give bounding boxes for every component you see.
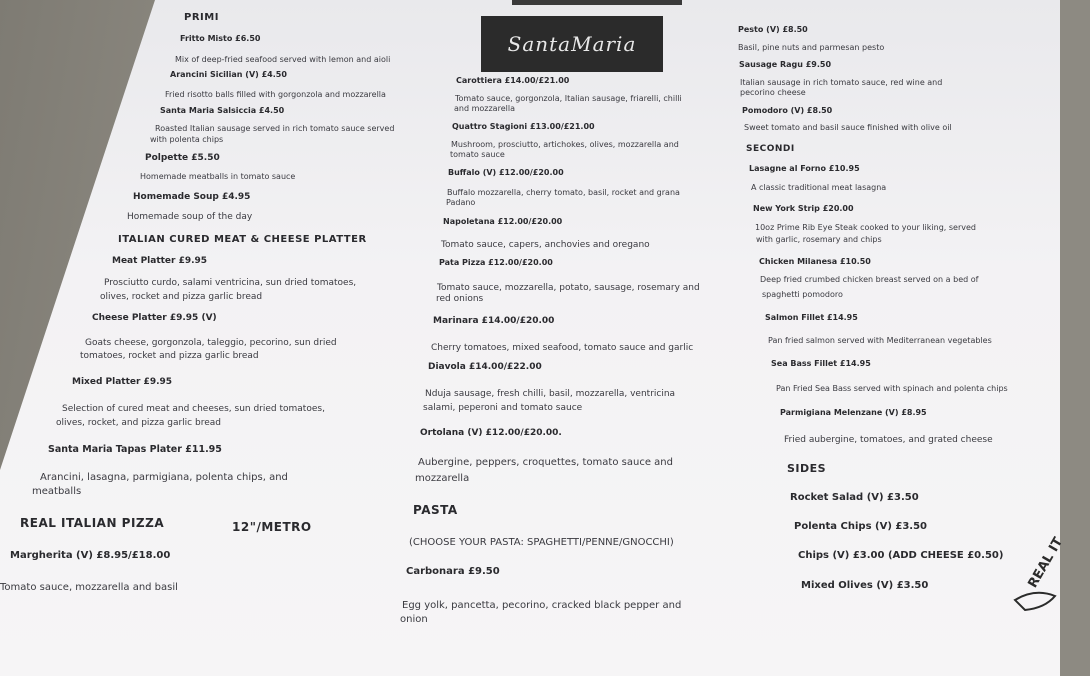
menu-item-name: New York Strip £20.00 bbox=[753, 204, 854, 213]
menu-item-name: Lasagne al Forno £10.95 bbox=[749, 164, 860, 173]
menu-item-name: Chips (V) £3.00 (ADD CHEESE £0.50) bbox=[798, 550, 1004, 561]
menu-item-name: Santa Maria Salsiccia £4.50 bbox=[160, 106, 285, 115]
menu-item-description: with garlic, rosemary and chips bbox=[756, 235, 882, 244]
menu-item-description: Goats cheese, gorgonzola, taleggio, pecorino, sun dried bbox=[85, 338, 337, 348]
menu-item-name: Carbonara £9.50 bbox=[406, 566, 500, 577]
menu-item-description: Prosciutto curdo, salami ventricina, sun dried tomatoes, bbox=[104, 278, 357, 288]
menu-item-description: Aubergine, peppers, croquettes, tomato sauce and bbox=[418, 457, 673, 468]
menu-item-name: Parmigiana Melenzane (V) £8.95 bbox=[780, 408, 927, 417]
section-heading: 12"/METRO bbox=[232, 520, 312, 534]
menu-item-description: Arancini, lasagna, parmigiana, polenta chips, and bbox=[40, 472, 288, 483]
menu-item-description: olives, rocket, and pizza garlic bread bbox=[56, 418, 221, 428]
menu-item-description: Homemade meatballs in tomato sauce bbox=[140, 172, 296, 181]
menu-item-description: Egg yolk, pancetta, pecorino, cracked black pepper and bbox=[402, 600, 682, 611]
menu-item-name: Carottiera £14.00/£21.00 bbox=[456, 76, 570, 85]
menu-item-description: red onions bbox=[436, 294, 484, 304]
menu-item-name: Pata Pizza £12.00/£20.00 bbox=[439, 258, 553, 267]
menu-item-description: Basil, pine nuts and parmesan pesto bbox=[738, 43, 885, 52]
menu-item-description: spaghetti pomodoro bbox=[762, 290, 843, 299]
menu-item-description: A classic traditional meat lasagna bbox=[751, 183, 887, 192]
menu-item-name: Arancini Sicilian (V) £4.50 bbox=[170, 70, 287, 79]
menu-item-description: Padano bbox=[446, 198, 476, 207]
menu-item-description: Selection of cured meat and cheeses, sun dried tomatoes, bbox=[62, 404, 325, 414]
menu-item-name: Quattro Stagioni £13.00/£21.00 bbox=[452, 122, 595, 131]
menu-item-description: pecorino cheese bbox=[740, 88, 806, 97]
menu-item-description: Cherry tomatoes, mixed seafood, tomato sauce and garlic bbox=[431, 343, 694, 353]
menu-item-name: Buffalo (V) £12.00/£20.00 bbox=[448, 168, 564, 177]
menu-item-description: and mozzarella bbox=[454, 104, 515, 113]
section-heading: SIDES bbox=[787, 462, 827, 475]
menu-item-name: Pomodoro (V) £8.50 bbox=[742, 106, 833, 115]
menu-item-description: Tomato sauce, gorgonzola, Italian sausage, friarelli, chilli bbox=[455, 94, 682, 103]
menu-item-description: with polenta chips bbox=[150, 135, 224, 144]
menu-item-name: Margherita (V) £8.95/£18.00 bbox=[10, 550, 171, 561]
menu-item-name: Pesto (V) £8.50 bbox=[738, 25, 808, 34]
menu-item-description: Tomato sauce, mozzarella and basil bbox=[0, 582, 178, 593]
menu-item-description: onion bbox=[400, 614, 428, 625]
menu-item-name: Rocket Salad (V) £3.50 bbox=[790, 492, 919, 503]
menu-item-name: Napoletana £12.00/£20.00 bbox=[443, 217, 563, 226]
section-heading: REAL ITALIAN PIZZA bbox=[20, 516, 165, 530]
menu-item-name: Polpette £5.50 bbox=[145, 153, 220, 163]
menu-item-description: Tomato sauce, capers, anchovies and oregano bbox=[441, 240, 650, 250]
logo-text: SantaMaria bbox=[507, 32, 637, 56]
section-heading: PASTA bbox=[413, 503, 458, 517]
menu-item-description: Mushroom, prosciutto, artichokes, olives, mozzarella and bbox=[451, 140, 679, 149]
menu-item-name: Mixed Olives (V) £3.50 bbox=[801, 580, 929, 591]
menu-item-description: Sweet tomato and basil sauce finished with olive oil bbox=[744, 123, 952, 132]
menu-item-name: Mixed Platter £9.95 bbox=[72, 377, 173, 387]
menu-item-description: Pan Fried Sea Bass served with spinach and polenta chips bbox=[776, 384, 1008, 393]
menu-item-name: Ortolana (V) £12.00/£20.00. bbox=[420, 428, 562, 438]
section-heading: PRIMI bbox=[184, 12, 219, 23]
menu-item-description: salami, peperoni and tomato sauce bbox=[423, 403, 583, 413]
menu-item-description: olives, rocket and pizza garlic bread bbox=[100, 292, 263, 302]
menu-item-description: Fried aubergine, tomatoes, and grated cheese bbox=[784, 435, 993, 445]
menu-item-name: Santa Maria Tapas Plater £11.95 bbox=[48, 444, 222, 455]
top-edge-bar bbox=[512, 0, 682, 5]
menu-item-name: Cheese Platter £9.95 (V) bbox=[92, 313, 217, 323]
menu-item-description: Roasted Italian sausage served in rich tomato sauce served bbox=[155, 124, 395, 133]
menu-item-description: Deep fried crumbed chicken breast served on a bed of bbox=[760, 275, 979, 284]
menu-item-description: Homemade soup of the day bbox=[127, 212, 253, 222]
menu-item-name: Polenta Chips (V) £3.50 bbox=[794, 521, 928, 532]
menu-item-description: Nduja sausage, fresh chilli, basil, mozzarella, ventricina bbox=[425, 389, 676, 399]
menu-item-name: Homemade Soup £4.95 bbox=[133, 192, 251, 202]
menu-item-description: Buffalo mozzarella, cherry tomato, basil, rocket and grana bbox=[447, 188, 680, 197]
section-heading: SECONDI bbox=[746, 144, 795, 154]
menu-item-name: Fritto Misto £6.50 bbox=[180, 34, 261, 43]
menu-item-description: meatballs bbox=[32, 486, 82, 497]
menu-item-description: 10oz Prime Rib Eye Steak cooked to your liking, served bbox=[755, 223, 976, 232]
menu-item-name: Salmon Fillet £14.95 bbox=[765, 313, 858, 322]
menu-item-description: Italian sausage in rich tomato sauce, red wine and bbox=[740, 78, 943, 87]
menu-item-name: Chicken Milanesa £10.50 bbox=[759, 257, 871, 266]
restaurant-logo bbox=[481, 16, 663, 72]
menu-item-name: Meat Platter £9.95 bbox=[112, 256, 208, 266]
menu-item-description: tomato sauce bbox=[450, 150, 505, 159]
menu-item-description: (CHOOSE YOUR PASTA: SPAGHETTI/PENNE/GNOCCHI) bbox=[409, 537, 674, 548]
menu-item-name: Marinara £14.00/£20.00 bbox=[433, 316, 555, 326]
menu-item-description: Pan fried salmon served with Mediterranean vegetables bbox=[768, 336, 992, 345]
section-heading: ITALIAN CURED MEAT & CHEESE PLATTER bbox=[118, 234, 367, 245]
stamp-graphic bbox=[1010, 520, 1090, 630]
menu-item-description: mozzarella bbox=[415, 473, 470, 484]
menu-item-name: Diavola £14.00/£22.00 bbox=[428, 362, 542, 372]
stamp-text: REAL IT bbox=[1025, 535, 1067, 591]
menu-item-name: Sausage Ragu £9.50 bbox=[739, 60, 832, 69]
menu-item-description: Fried risotto balls filled with gorgonzola and mozzarella bbox=[165, 90, 386, 99]
menu-item-description: Tomato sauce, mozzarella, potato, sausage, rosemary and bbox=[437, 283, 700, 293]
menu-item-description: Mix of deep-fried seafood served with lemon and aioli bbox=[175, 55, 391, 64]
menu-item-name: Sea Bass Fillet £14.95 bbox=[771, 359, 871, 368]
menu-item-description: tomatoes, rocket and pizza garlic bread bbox=[80, 351, 259, 361]
